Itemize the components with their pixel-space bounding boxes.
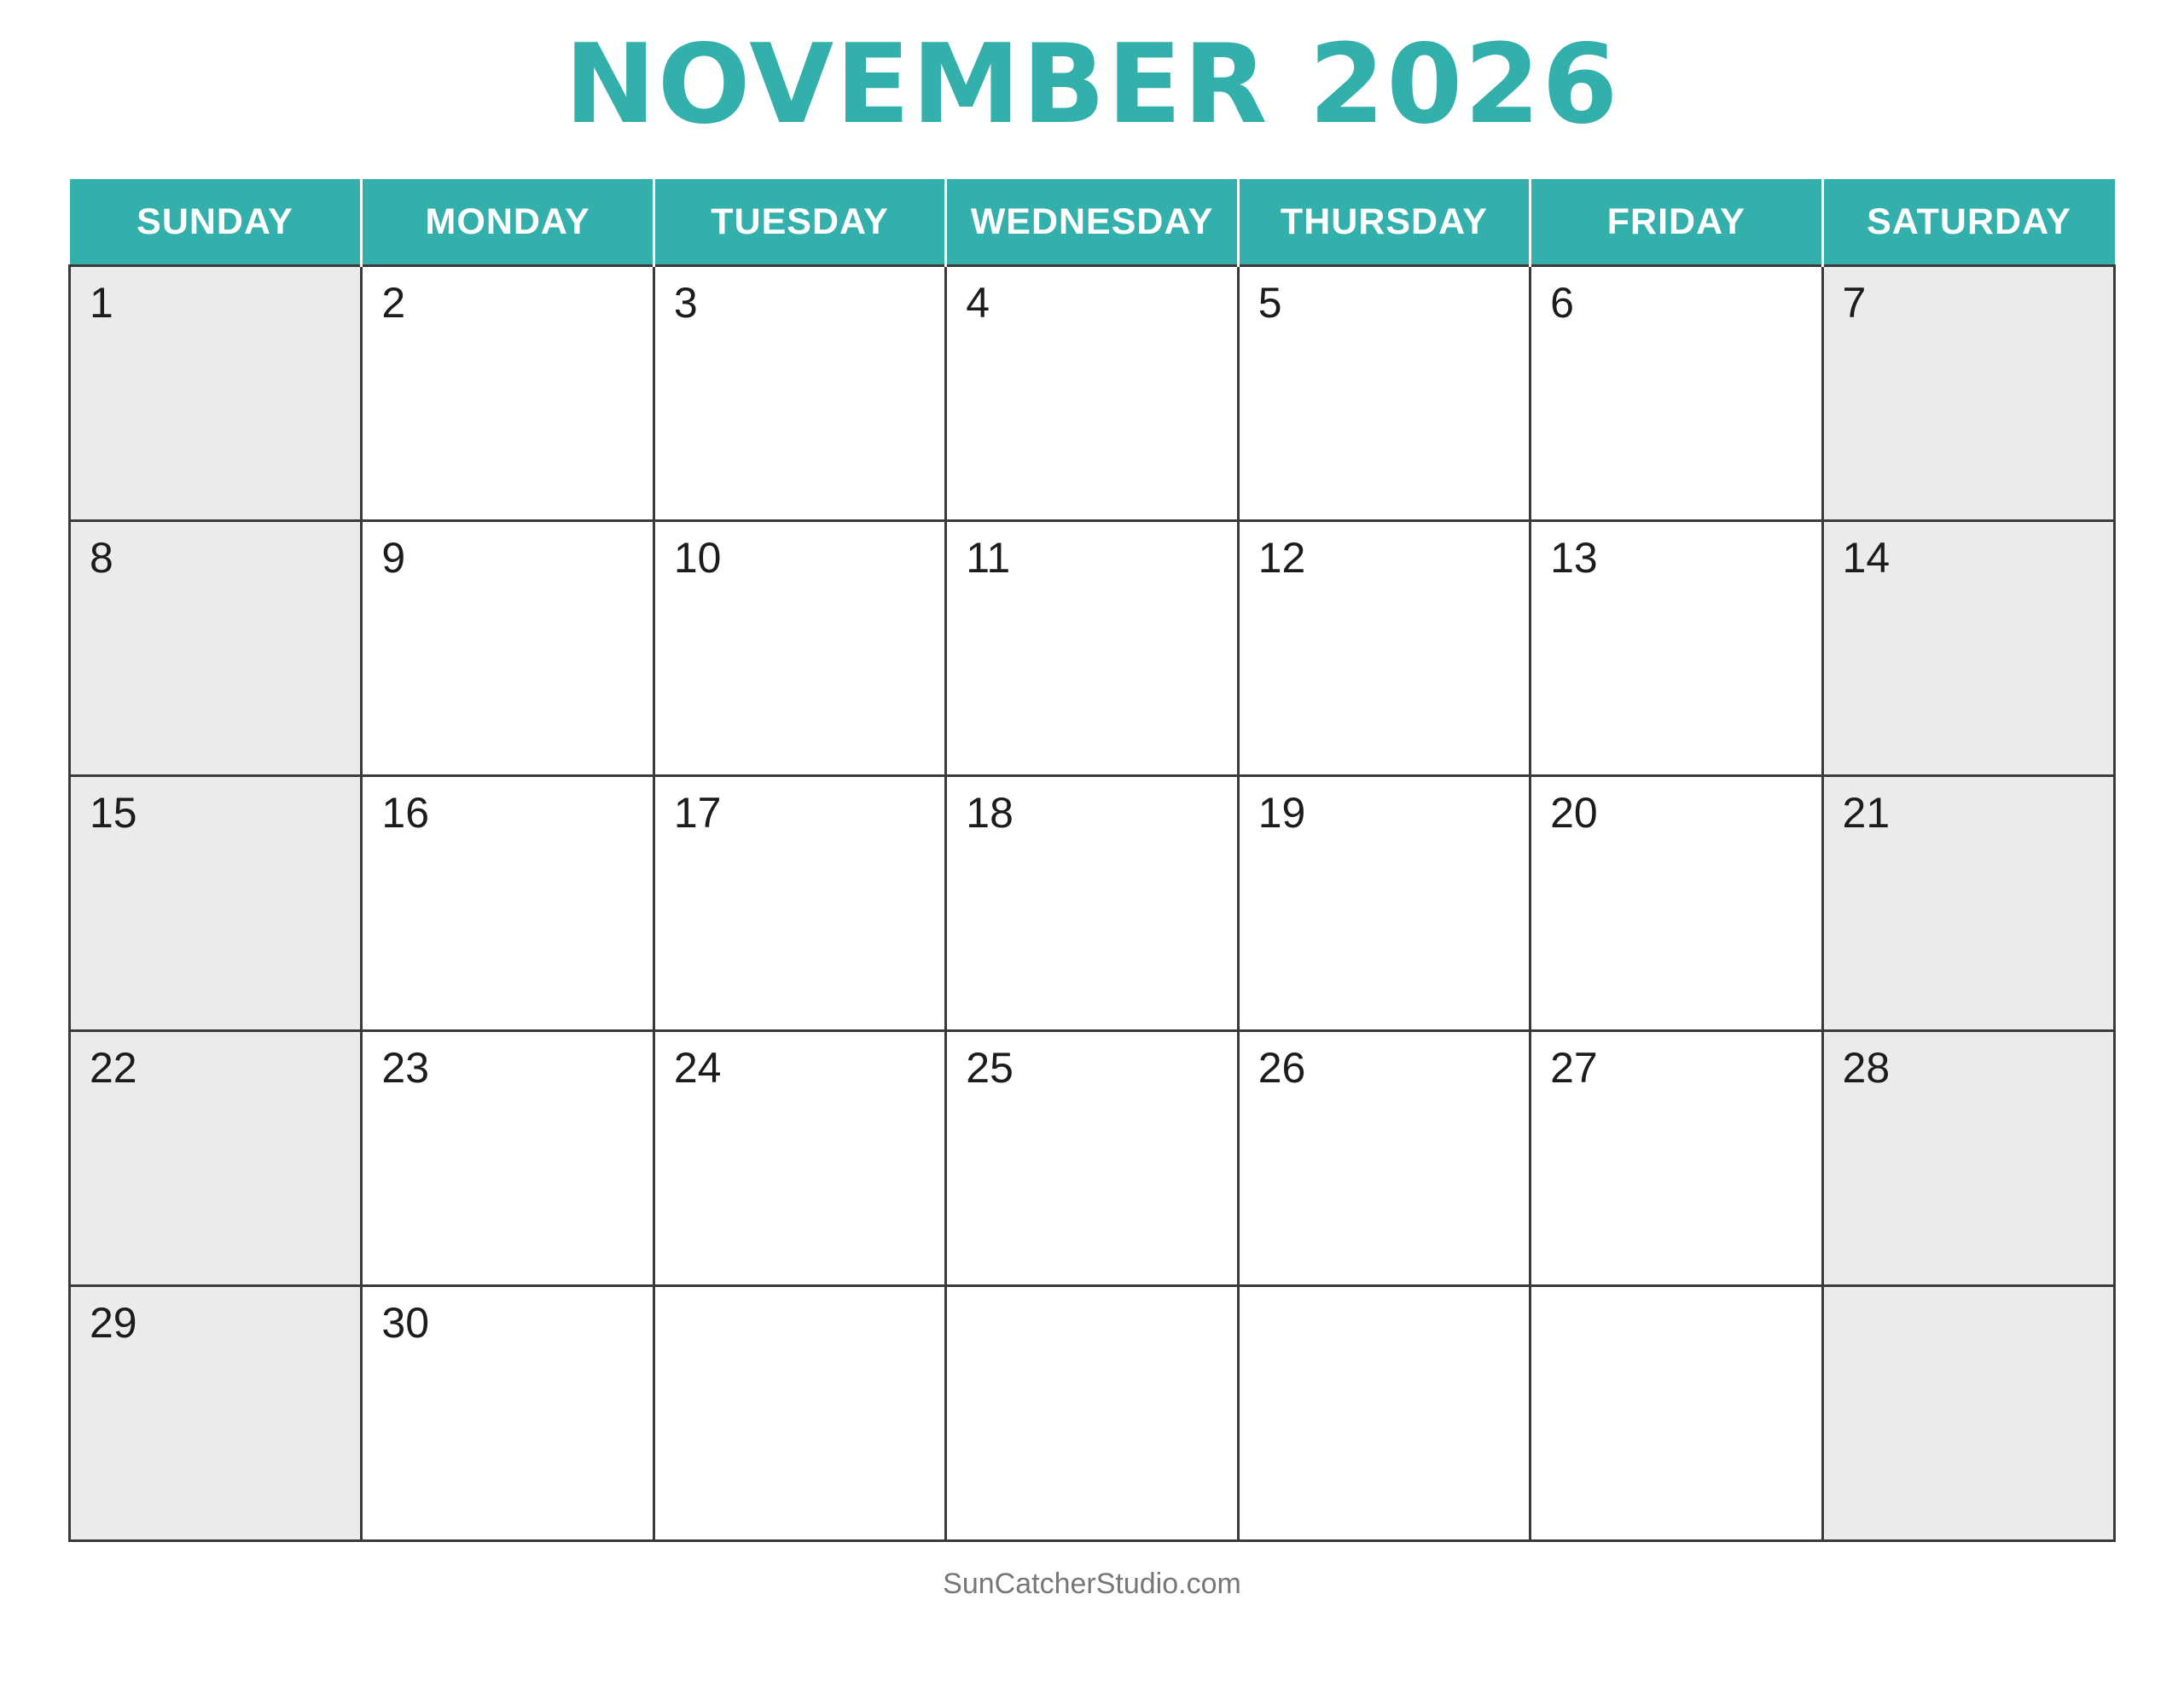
calendar-week-row	[70, 266, 2115, 521]
day-number: 17	[673, 789, 722, 837]
day-cell[interactable]	[362, 776, 653, 1031]
day-cell[interactable]	[653, 266, 945, 521]
day-cell[interactable]	[1822, 266, 2114, 521]
day-number: 22	[90, 1044, 137, 1092]
day-cell[interactable]	[1531, 776, 1822, 1031]
day-number: 21	[1842, 789, 1891, 837]
day-number	[1240, 1287, 1529, 1301]
weekday-header-monday: MONDAY	[362, 179, 653, 266]
day-cell[interactable]	[946, 1031, 1238, 1286]
day-cell[interactable]	[653, 776, 945, 1031]
day-cell[interactable]	[70, 1286, 362, 1541]
weekday-header-saturday: SATURDAY	[1822, 179, 2114, 266]
day-number: 20	[1550, 789, 1598, 837]
calendar-header-row	[70, 179, 2115, 266]
day-number: 26	[1258, 1044, 1306, 1092]
day-cell[interactable]	[1238, 1031, 1530, 1286]
day-cell[interactable]	[70, 521, 362, 776]
day-cell[interactable]	[1822, 521, 2114, 776]
day-number: 24	[673, 1044, 722, 1092]
calendar-week-row	[70, 1031, 2115, 1286]
weekday-header-wednesday: WEDNESDAY	[946, 179, 1238, 266]
day-cell-empty[interactable]	[1531, 1286, 1822, 1541]
day-cell[interactable]	[70, 776, 362, 1031]
day-cell[interactable]	[70, 1031, 362, 1286]
day-cell-empty[interactable]	[653, 1286, 945, 1541]
day-number: 6	[1550, 279, 1574, 327]
day-number	[655, 1287, 944, 1301]
day-number: 7	[1842, 279, 1867, 327]
calendar-week-row	[70, 776, 2115, 1031]
day-cell[interactable]	[362, 521, 653, 776]
weekday-header-sunday: SUNDAY	[70, 179, 362, 266]
day-number: 18	[966, 789, 1014, 837]
day-cell[interactable]	[946, 776, 1238, 1031]
day-number	[1824, 1287, 2113, 1301]
day-cell-empty[interactable]	[1238, 1286, 1530, 1541]
day-number: 3	[673, 279, 698, 327]
day-cell[interactable]	[946, 521, 1238, 776]
day-number: 29	[90, 1299, 137, 1347]
day-number: 15	[90, 789, 137, 837]
day-number	[1531, 1287, 1821, 1301]
day-cell[interactable]	[1531, 1031, 1822, 1286]
day-number: 13	[1550, 534, 1598, 582]
day-number: 30	[381, 1299, 430, 1347]
day-number	[947, 1287, 1236, 1301]
weekday-header-tuesday: TUESDAY	[653, 179, 945, 266]
day-number: 12	[1258, 534, 1306, 582]
day-cell[interactable]	[653, 1031, 945, 1286]
day-number: 10	[673, 534, 722, 582]
day-cell[interactable]	[362, 1286, 653, 1541]
day-cell[interactable]	[653, 521, 945, 776]
calendar-week-row	[70, 521, 2115, 776]
day-number: 2	[381, 279, 406, 327]
day-cell[interactable]	[1822, 776, 2114, 1031]
day-number: 25	[966, 1044, 1014, 1092]
weekday-header-friday: FRIDAY	[1531, 179, 1822, 266]
day-cell[interactable]	[1238, 776, 1530, 1031]
day-number: 1	[90, 279, 113, 327]
day-number: 16	[381, 789, 430, 837]
day-cell[interactable]	[1531, 521, 1822, 776]
day-number: 28	[1842, 1044, 1891, 1092]
day-cell[interactable]	[70, 266, 362, 521]
day-cell-empty[interactable]	[1822, 1286, 2114, 1541]
weekday-header-thursday: THURSDAY	[1238, 179, 1530, 266]
day-cell-empty[interactable]	[946, 1286, 1238, 1541]
day-cell[interactable]	[1238, 521, 1530, 776]
page-title: NOVEMBER 2026	[564, 21, 1620, 148]
day-cell[interactable]	[1822, 1031, 2114, 1286]
day-number: 23	[381, 1044, 430, 1092]
day-cell[interactable]	[946, 266, 1238, 521]
day-number: 5	[1258, 279, 1282, 327]
day-cell[interactable]	[362, 1031, 653, 1286]
calendar-week-row	[70, 1286, 2115, 1541]
day-number: 27	[1550, 1044, 1598, 1092]
day-number: 14	[1842, 534, 1891, 582]
footer-credit: SunCatcherStudio.com	[943, 1568, 1241, 1600]
day-cell[interactable]	[1531, 266, 1822, 521]
day-number: 9	[381, 534, 406, 582]
day-cell[interactable]	[362, 266, 653, 521]
day-number: 19	[1258, 789, 1306, 837]
calendar-grid	[68, 179, 2116, 1542]
day-cell[interactable]	[1238, 266, 1530, 521]
calendar-body	[70, 266, 2115, 1541]
day-number: 4	[966, 279, 990, 327]
day-number: 8	[90, 534, 113, 582]
day-number: 11	[966, 534, 1011, 582]
